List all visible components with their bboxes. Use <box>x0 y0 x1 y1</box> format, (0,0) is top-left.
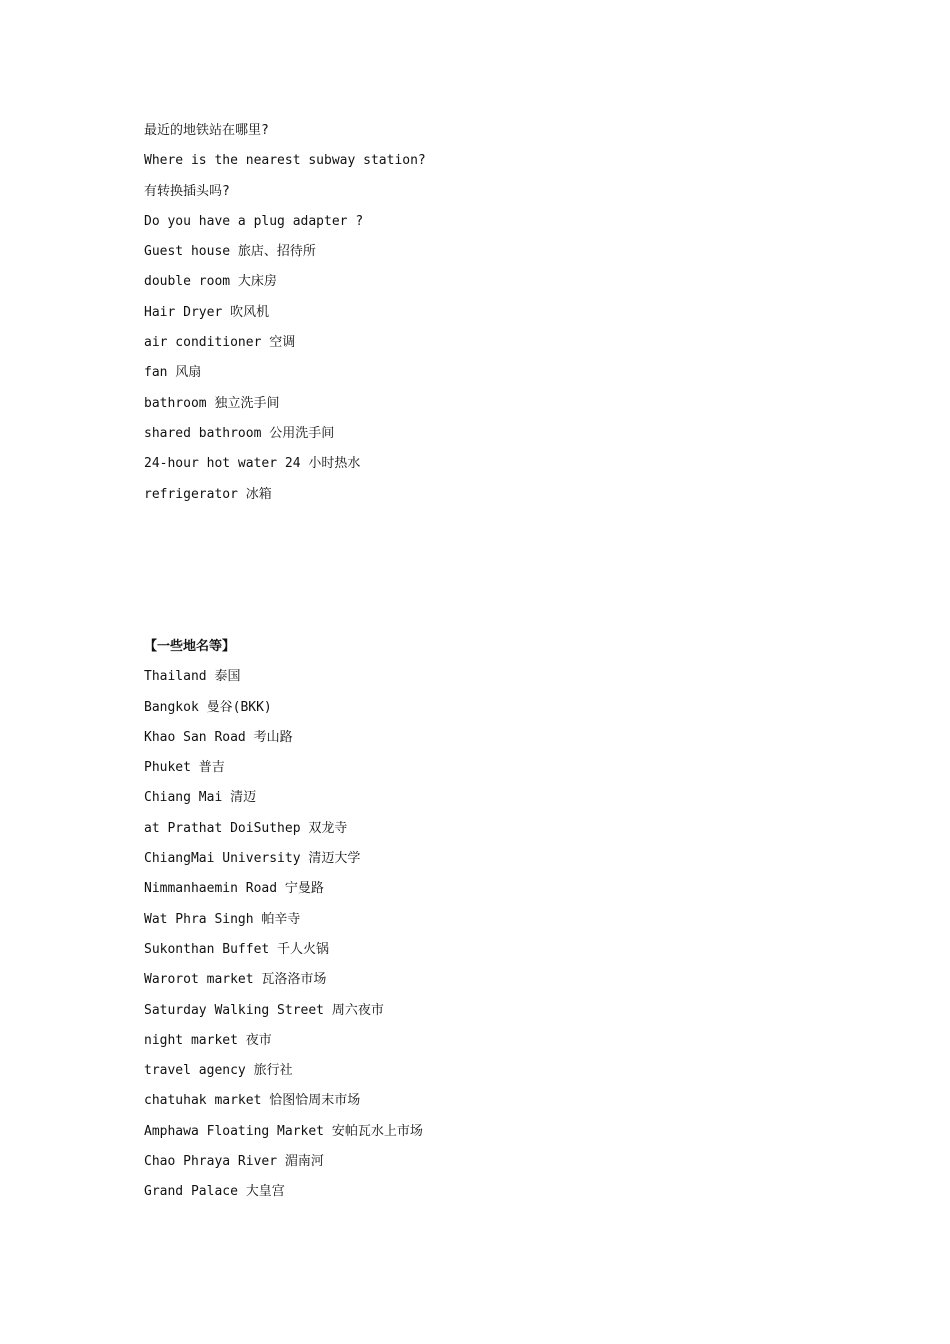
vocab-line: Hair Dryer 吹风机 <box>144 304 270 320</box>
place-line: Amphawa Floating Market 安帕瓦水上市场 <box>144 1123 423 1139</box>
place-line: night market 夜市 <box>144 1032 272 1048</box>
place-line: Chao Phraya River 湄南河 <box>144 1154 324 1170</box>
vocab-line: Guest house 旅店、招待所 <box>144 244 316 260</box>
section-heading: 【一些地名等】 <box>144 639 236 654</box>
vocab-line: air conditioner 空调 <box>144 335 296 351</box>
place-line: Thailand 泰国 <box>144 669 241 685</box>
vocab-line: double room 大床房 <box>144 274 277 290</box>
place-line: at Prathat DoiSuthep 双龙寺 <box>144 820 348 836</box>
vocab-line: fan 风扇 <box>144 365 202 381</box>
place-line: Wat Phra Singh 帕辛寺 <box>144 911 301 927</box>
phrase-line: Where is the nearest subway station? <box>144 153 426 169</box>
place-name-list <box>144 636 423 1212</box>
place-line: Bangkok 曼谷(BKK) <box>144 699 272 715</box>
phrase-list <box>144 120 426 514</box>
place-line: Grand Palace 大皇宫 <box>144 1184 285 1200</box>
place-line: chatuhak market 恰图恰周末市场 <box>144 1093 361 1109</box>
place-line: Warorot market 瓦洛洛市场 <box>144 972 327 988</box>
place-line: ChiangMai University 清迈大学 <box>144 851 361 867</box>
vocab-line: refrigerator 冰箱 <box>144 486 272 502</box>
phrase-line: 最近的地铁站在哪里? <box>144 123 269 138</box>
place-line: Chiang Mai 清迈 <box>144 790 257 806</box>
vocab-line: shared bathroom 公用洗手间 <box>144 425 335 441</box>
place-line: travel agency 旅行社 <box>144 1063 293 1079</box>
place-line: Sukonthan Buffet 千人火锅 <box>144 941 330 957</box>
phrase-line: Do you have a plug adapter ? <box>144 213 364 229</box>
vocab-line: 24-hour hot water 24 小时热水 <box>144 456 361 472</box>
place-line: Nimmanhaemin Road 宁曼路 <box>144 881 324 897</box>
phrase-line: 有转换插头吗? <box>144 183 230 199</box>
place-line: Phuket 普吉 <box>144 760 225 776</box>
place-line: Saturday Walking Street 周六夜市 <box>144 1002 384 1018</box>
place-line: Khao San Road 考山路 <box>144 729 293 745</box>
vocab-line: bathroom 独立洗手间 <box>144 395 280 411</box>
